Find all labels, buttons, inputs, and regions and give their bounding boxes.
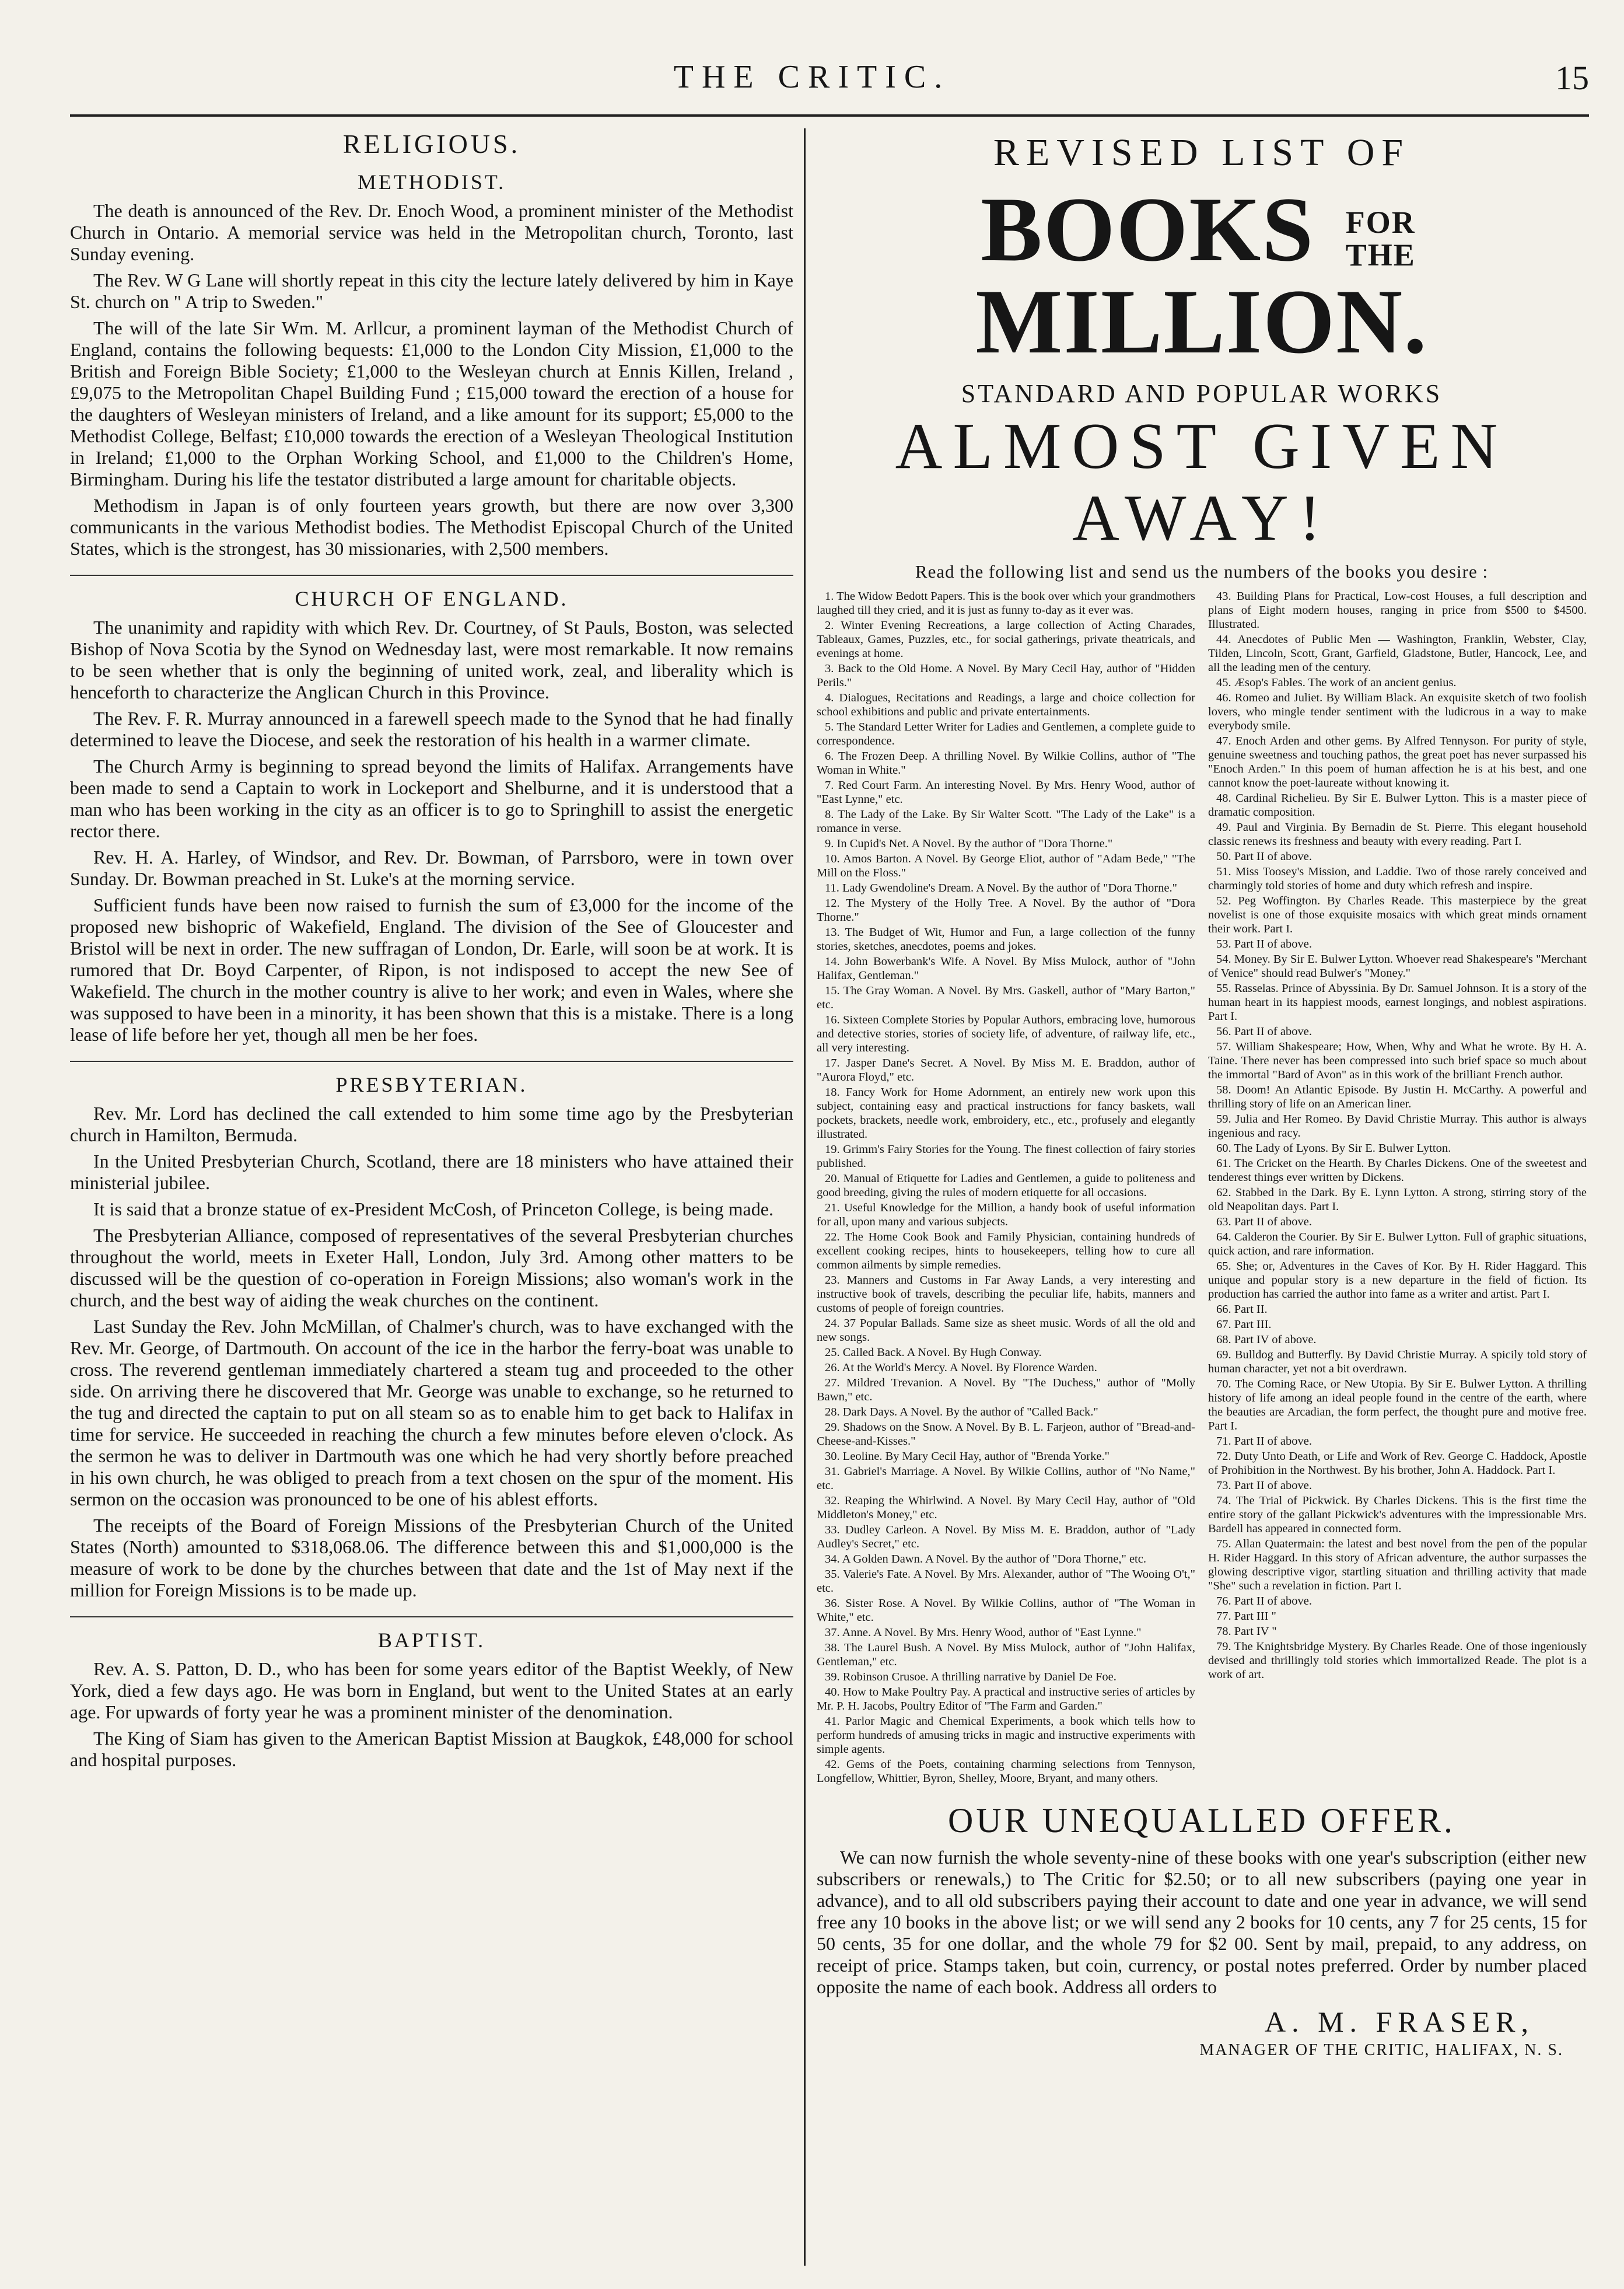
book-list-column-1: [817, 589, 1195, 1787]
book-entry: 5. The Standard Letter Writer for Ladies and Gentlemen, a complete guide to correspondence.: [817, 720, 1195, 747]
book-entry: 47. Enoch Arden and other gems. By Alfred Tennyson. For purity of style, genuine sweetness and touching pathos, the great poet has never surpassed his "Enoch Arden." In this poem of human affection he is at his best, and one cannot know the poet-laureate without knowing it.: [1208, 734, 1587, 789]
book-entry: 4. Dialogues, Recitations and Readings, a large and choice collection for school exhibitions and public and private entertainments.: [817, 691, 1195, 718]
book-entry: 27. Mildred Trevanion. A Novel. By "The Duchess," author of "Molly Bawn," etc.: [817, 1376, 1195, 1403]
book-entry: 34. A Golden Dawn. A Novel. By the author of "Dora Thorne," etc.: [825, 1552, 1146, 1565]
book-entry: 36. Sister Rose. A Novel. By Wilkie Collins, author of "The Woman in White," etc.: [817, 1596, 1195, 1624]
book-entry: 66. Part II.: [1216, 1302, 1268, 1316]
book-entry: 40. How to Make Poultry Pay. A practical and instructive series of articles by Mr. P. H. Jacobs, Poultry Editor of "The Farm and Garden.": [817, 1685, 1195, 1713]
article-paragraph: The will of the late Sir Wm. M. Arllcur, a prominent layman of the Methodist Church of England, contains the following bequests: £1,000 to the London City Mission, £1,000 to the British and Foreign Bible Society; £1,000 to the Wesleyan church at Ennis Killen, Ireland , £9,075 to the Metropolitan Chapel Building Fund ; £15,000 toward the erection of a house for the daughters of Wesleyan ministers of Ireland, and a like amount for its support; £5,000 to the Methodist College, Belfast; £10,000 towards the erection of a Wesleyan Theological Institution in Ireland; £1,000 to the Orphan Working School, and £1,000 to the Children's Home, Birmingham. During his life the testator distributed a large amount for charitable objects.: [70, 317, 793, 490]
book-entry: 9. In Cupid's Net. A Novel. By the author of "Dora Thorne.": [825, 837, 1113, 850]
book-entry: 68. Part IV of above.: [1216, 1333, 1317, 1346]
newspaper-title: THE CRITIC.: [673, 59, 951, 95]
book-entry: 43. Building Plans for Practical, Low-cost Houses, a full description and plans of Eight modern houses, ranging in price from $500 to $4500. Illustrated.: [1208, 589, 1587, 631]
book-entry: 23. Manners and Customs in Far Away Lands, a very interesting and instructive book of travels, describing the peculiar life, habits, manners and customs of people of foreign countries.: [817, 1273, 1195, 1315]
article-paragraph: Rev. H. A. Harley, of Windsor, and Rev. Dr. Bowman, of Parrsboro, were in town over Sunday. Dr. Bowman preached in St. Luke's at the morning service.: [70, 847, 793, 889]
article-paragraph: In the United Presbyterian Church, Scotland, there are 18 ministers who have attained their ministerial jubilee.: [70, 1151, 793, 1193]
article-paragraph: The Church Army is beginning to spread beyond the limits of Halifax. Arrangements have been made to send a Captain to work in Lockeport and Shelburne, and it is understood that a man who has been working in the city as an officer is to go to Springhill to assist the energetic rector there.: [70, 756, 793, 841]
book-list-column-2: [1208, 589, 1587, 1787]
book-entry: 38. The Laurel Bush. A Novel. By Miss Mulock, author of "John Halifax, Gentleman," etc.: [817, 1641, 1195, 1668]
book-entry: 24. 37 Popular Ballads. Same size as sheet music. Words of all the old and new songs.: [817, 1316, 1195, 1344]
book-entry: 41. Parlor Magic and Chemical Experiments, a book which tells how to perform hundreds of amusing tricks in magic and instructive experiments with simple agents.: [817, 1714, 1195, 1756]
instruction-line: Read the following list and send us the numbers of the books you desire :: [915, 561, 1489, 582]
book-entry: 14. John Bowerbank's Wife. A Novel. By Miss Mulock, author of "John Halifax, Gentleman.": [817, 955, 1195, 982]
section-title: METHODIST.: [357, 170, 506, 194]
book-entry: 59. Julia and Her Romeo. By David Christie Murray. This author is always ingenious and racy.: [1208, 1112, 1587, 1140]
religious-sections: [70, 170, 793, 1771]
book-entry: 35. Valerie's Fate. A Novel. By Mrs. Alexander, author of "The Wooing O't," etc.: [817, 1567, 1195, 1595]
book-entry: 74. The Trial of Pickwick. By Charles Dickens. This is the first time the entire story of the gallant Pickwick's adventures with the impressionable Mrs. Bardell has appeared in connected form.: [1208, 1494, 1587, 1535]
article-paragraph: It is said that a bronze statue of ex-President McCosh, of Princeton College, is being made.: [93, 1198, 774, 1219]
article-paragraph: Last Sunday the Rev. John McMillan, of Chalmer's church, was to have exchanged with the Rev. Mr. George, of Dartmouth. On account of the ice in the harbor the ferry-boat was unable to cross. The reverend gentleman immediately chartered a steam tug and proceeded to the other side. On arriving there he discovered that Mr. George was unable to exchange, so he returned to the tug and directed the captain to put on all steam so as to enable him to get back to Halifax in time for service. He succeeded in reaching the church a few minutes before eleven o'clock. As the sermon he was to deliver in Dartmouth was one which he had very shortly before preached in his own church, he was obliged to preach from a text chosen on the spur of the moment. His sermon on the occasion was pronounced to be one of his ablest efforts.: [70, 1316, 793, 1509]
book-entry: 33. Dudley Carleon. A Novel. By Miss M. E. Braddon, author of "Lady Audley's Secret," etc.: [817, 1523, 1195, 1550]
article-paragraph: The Rev. W G Lane will shortly repeat in this city the lecture lately delivered by him in Kaye St. church on " A trip to Sweden.": [70, 270, 793, 312]
standard-works-subheading: STANDARD AND POPULAR WORKS: [961, 379, 1443, 408]
book-entry: 64. Calderon the Courier. By Sir E. Bulwer Lytton. Full of graphic situations, quick action, and rare information.: [1208, 1230, 1587, 1257]
article-paragraph: Rev. Mr. Lord has declined the call extended to him some time ago by the Presbyterian church in Hamilton, Bermuda.: [70, 1103, 793, 1145]
book-entry: 8. The Lady of the Lake. By Sir Walter Scott. "The Lady of the Lake" is a romance in verse.: [817, 808, 1195, 835]
column-divider: [804, 128, 806, 2266]
book-entry: 73. Part II of above.: [1216, 1479, 1312, 1492]
book-entry: 19. Grimm's Fairy Stories for the Young. The finest collection of fairy stories published.: [817, 1142, 1195, 1170]
article-paragraph: Sufficient funds have been now raised to furnish the sum of £3,000 for the income of the proposed new bishopric of Wakefield, England. The division of the See of Gloucester and Bristol will be next in order. The new suffragan of London, Dr. Earle, will soon be at work. It is rumored that Dr. Boyd Carpenter, of Ripon, is not indisposed to accept the new See of Wakefield. The church in the mother country is alive to her work; and even in Wales, where she was supposed to have been in a minority, it has been shown that this is a mistake. There is a long lease of life before her yet, though all men be her foes.: [70, 894, 793, 1045]
book-entry: 12. The Mystery of the Holly Tree. A Novel. By the author of "Dora Thorne.": [817, 896, 1195, 924]
book-entry: 58. Doom! An Atlantic Episode. By Justin H. McCarthy. A powerful and thrilling story of life on an American liner.: [1208, 1083, 1587, 1110]
book-entry: 2. Winter Evening Recreations, a large collection of Acting Charades, Tableaux, Games, Puzzles, etc., for social gatherings, private theatricals, and evenings at home.: [817, 618, 1195, 660]
book-entry: 77. Part III ": [1216, 1609, 1276, 1623]
book-entry: 31. Gabriel's Marriage. A Novel. By Wilkie Collins, author of "No Name," etc.: [817, 1465, 1195, 1492]
book-entry: 61. The Cricket on the Hearth. By Charles Dickens. One of the sweetest and tenderest things ever written by Dickens.: [1208, 1156, 1587, 1184]
book-entry: 28. Dark Days. A Novel. By the author of "Called Back.": [825, 1405, 1098, 1418]
book-entry: 11. Lady Gwendoline's Dream. A Novel. By the author of "Dora Thorne.": [825, 881, 1177, 894]
book-entry: 75. Allan Quatermain: the latest and best novel from the pen of the popular H. Rider Haggard. In this story of African adventure, the author surpasses the glowing descriptive vigor, startling situation and thrilling activity that made "She" such a revelation in fiction. Part I.: [1208, 1537, 1587, 1592]
book-entry: 26. At the World's Mercy. A Novel. By Florence Warden.: [825, 1361, 1097, 1374]
section-rule: [70, 575, 793, 576]
book-entry: 21. Useful Knowledge for the Million, a handy book of useful information for all, upon many and various subjects.: [817, 1201, 1195, 1228]
book-entry: 20. Manual of Etiquette for Ladies and Gentlemen, a guide to politeness and good breeding, giving the rules of modern etiquette for all occasions.: [817, 1172, 1195, 1199]
book-entry: 65. She; or, Adventures in the Caves of Kor. By H. Rider Haggard. This unique and popular story is a new departure in the field of fiction. Its production has carried the author into fame as a writer and artist. Part I.: [1208, 1259, 1587, 1301]
article-paragraph: The Presbyterian Alliance, composed of representatives of the several Presbyterian churches throughout the world, meets in Exeter Hall, London, July 3rd. Among other matters to be discussed will be the question of co-operation in Foreign Missions; also woman's work in the church, and the best way of aiding the weak churches on the continent.: [70, 1225, 793, 1311]
book-list: [817, 589, 1587, 1787]
masthead: [0, 0, 1624, 128]
section-title: PRESBYTERIAN.: [335, 1073, 528, 1096]
article-paragraph: Rev. A. S. Patton, D. D., who has been for some years editor of the Baptist Weekly, of New York, died a few days ago. He was born in England, but went to the United States at an early age. For upwards of forty year he was a prominent minister of the denomination.: [70, 1658, 793, 1722]
masthead-rule: [70, 114, 1589, 117]
article-paragraph: The Rev. F. R. Murray announced in a farewell speech made to the Synod that he had finally determined to leave the Diocese, and seek the restoration of his health in a warmer climate.: [70, 708, 793, 750]
book-entry: 44. Anecdotes of Public Men — Washington, Franklin, Webster, Clay, Tilden, Lincoln, Scott, Grant, Garfield, Gladstone, Butler, Hancock, Lee, and all the leading men of the century.: [1208, 632, 1587, 674]
book-entry: 55. Rasselas. Prince of Abyssinia. By Dr. Samuel Johnson. It is a story of the human heart in its happiest moods, earnest longings, and noblest aspirations. Part I.: [1208, 981, 1587, 1023]
religious-heading: RELIGIOUS.: [342, 129, 521, 159]
book-entry: 78. Part IV ": [1216, 1624, 1277, 1638]
religious-column: [70, 128, 793, 2254]
article-paragraph: The receipts of the Board of Foreign Missions of the Presbyterian Church of the United States (North) amounted to $318,068.06. The difference between this and $1,000,000 is the measure of work to be done by the churches between that date and the 1st of May next if the million for Foreign Missions is to be made up.: [70, 1515, 793, 1600]
book-entry: 15. The Gray Woman. A Novel. By Mrs. Gaskell, author of "Mary Barton," etc.: [817, 984, 1195, 1011]
book-entry: 37. Anne. A Novel. By Mrs. Henry Wood, author of "East Lynne.": [825, 1626, 1142, 1639]
book-entry: 10. Amos Barton. A Novel. By George Eliot, author of "Adam Bede," "The Mill on the Floss.": [817, 852, 1195, 879]
million-word: MILLION.: [975, 270, 1428, 373]
section-title: CHURCH OF ENGLAND.: [295, 587, 569, 610]
book-entry: 71. Part II of above.: [1216, 1434, 1312, 1448]
books-for-million-heading: [817, 178, 1587, 373]
book-entry: 54. Money. By Sir E. Bulwer Lytton. Whoever read Shakespeare's "Merchant of Venice" should read Bulwer's "Money.": [1208, 952, 1587, 980]
book-entry: 17. Jasper Dane's Secret. A Novel. By Miss M. E. Braddon, author of "Aurora Floyd," etc.: [817, 1056, 1195, 1084]
section-rule: [70, 1061, 793, 1062]
book-entry: 16. Sixteen Complete Stories by Popular Authors, embracing love, humorous and detective stories, stories of society life, of adventure, of railway life, etc., all very interesting.: [817, 1013, 1195, 1054]
signature-title: MANAGER OF THE CRITIC, HALIFAX, N. S.: [1199, 2040, 1563, 2059]
torn-left-edge: [0, 128, 35, 2289]
book-entry: 32. Reaping the Whirlwind. A Novel. By Mary Cecil Hay, author of "Old Middleton's Money," etc.: [817, 1494, 1195, 1521]
given-away-heading: ALMOST GIVEN AWAY!: [895, 410, 1508, 554]
page-number: 15: [1555, 59, 1589, 97]
book-entry: 1. The Widow Bedott Papers. This is the book over which your grandmothers laughed till they cried, and it is just as funny to-day as it ever was.: [817, 589, 1195, 617]
book-entry: 29. Shadows on the Snow. A Novel. By B. L. Farjeon, author of "Bread-and-Cheese-and-Kisses.": [817, 1420, 1195, 1448]
book-entry: 6. The Frozen Deep. A thrilling Novel. By Wilkie Collins, author of "The Woman in White.": [817, 749, 1195, 777]
book-entry: 69. Bulldog and Butterfly. By David Christie Murray. A spicily told story of human character, yet not a bit overdrawn.: [1208, 1348, 1587, 1375]
revised-list-heading: REVISED LIST OF: [993, 131, 1410, 174]
book-entry: 51. Miss Toosey's Mission, and Laddie. Two of those rarely conceived and charmingly told stories of home and duty which refresh and inspire.: [1208, 865, 1587, 892]
book-entry: 79. The Knightsbridge Mystery. By Charles Reade. One of those ingeniously devised and thrillingly told stories which immortalized Reade. The plot is a work of art.: [1208, 1640, 1587, 1681]
signature-name: A. M. FRASER,: [1264, 2005, 1534, 2038]
book-entry: 49. Paul and Virginia. By Bernadin de St. Pierre. This elegant household classic renews its freshness and beauty with every reading. Part I.: [1208, 820, 1587, 848]
book-entry: 13. The Budget of Wit, Humor and Fun, a large collection of the funny stories, sketches, anecdotes, poems and jokes.: [817, 925, 1195, 953]
book-entry: 18. Fancy Work for Home Adornment, an entirely new work upon this subject, containing easy and practical instructions for fancy baskets, wall pockets, brackets, needle work, embroidery, etc., etc., profusely and elegantly illustrated.: [817, 1085, 1195, 1141]
book-entry: 63. Part II of above.: [1216, 1215, 1312, 1228]
offer-text: We can now furnish the whole seventy-nine of these books with one year's subscription (either new subscribers or renewals,) to The Critic for $2.50; or to all new subscribers (paying one year in advance), and to all old subscribers paying their account to date and one year in advance, we will send free any 10 books in the above list; or we will send any 2 books for 10 cents, any 7 for 25 cents, 15 for 50 cents, 35 for one dollar, and the whole 79 for $2 00. Sent by mail, prepaid, to any address, on receipt of price. Stamps taken, but coin, currency, or postal notes preferred. Order by number placed opposite the name of each book. Address all orders to: [817, 1846, 1587, 1997]
book-entry: 3. Back to the Old Home. A Novel. By Mary Cecil Hay, author of "Hidden Perils.": [817, 662, 1195, 689]
article-paragraph: The King of Siam has given to the American Baptist Mission at Baugkok, £48,000 for school and hospital purposes.: [70, 1728, 793, 1770]
article-paragraph: The unanimity and rapidity with which Rev. Dr. Courtney, of St Pauls, Boston, was selected Bishop of Nova Scotia by the Synod on Wednesday last, were most remarkable. It now remains to be seen whether that is only the beginning of united work, zeal, and liberality which is henceforth to characterize the Anglican Church in this Province.: [70, 617, 793, 703]
section-title: BAPTIST.: [377, 1628, 486, 1652]
article-paragraph: The death is announced of the Rev. Dr. Enoch Wood, a prominent minister of the Methodist Church in Ontario. A memorial service was held in the Metropolitan church, Toronto, last Sunday evening.: [70, 200, 793, 264]
book-entry: 7. Red Court Farm. An interesting Novel. By Mrs. Henry Wood, author of "East Lynne," etc.: [817, 778, 1195, 806]
for-the-stack: FOR THE: [1345, 205, 1416, 273]
book-entry: 57. William Shakespeare; How, When, Why and What he wrote. By H. A. Taine. There never has been compressed into such brief space so much about the immortal "Bard of Avon" as in this work of the brilliant French author.: [1208, 1040, 1587, 1081]
book-entry: 25. Called Back. A Novel. By Hugh Conway.: [825, 1346, 1042, 1359]
book-entry: 45. Æsop's Fables. The work of an ancient genius.: [1216, 676, 1457, 689]
offer-heading: OUR UNEQUALLED OFFER.: [948, 1801, 1455, 1840]
book-entry: 22. The Home Cook Book and Family Physician, containing hundreds of excellent cooking recipes, hints to housekeepers, telling how to cure all common ailments by simple remedies.: [817, 1230, 1195, 1271]
book-entry: 72. Duty Unto Death, or Life and Work of Rev. George C. Haddock, Apostle of Prohibition in the Northwest. By his brother, John A. Haddock. Part I.: [1208, 1449, 1587, 1477]
book-entry: 67. Part III.: [1216, 1318, 1272, 1331]
book-entry: 39. Robinson Crusoe. A thrilling narrative by Daniel De Foe.: [825, 1670, 1116, 1683]
book-entry: 60. The Lady of Lyons. By Sir E. Bulwer Lytton.: [1216, 1141, 1451, 1155]
book-entry: 56. Part II of above.: [1216, 1025, 1312, 1038]
book-entry: 52. Peg Woffington. By Charles Reade. This masterpiece by the great novelist is one of those exquisite mosaics with which great minds ornament their work. Part I.: [1208, 894, 1587, 935]
book-entry: 48. Cardinal Richelieu. By Sir E. Bulwer Lytton. This is a master piece of dramatic composition.: [1208, 791, 1587, 819]
article-paragraph: Methodism in Japan is of only fourteen years growth, but there are now over 3,300 communicants in the various Methodist bodies. The Methodist Episcopal Church of the United States, which is the strongest, has 30 missionaries, with 2,500 members.: [70, 495, 793, 559]
section-rule: [70, 1616, 793, 1617]
book-entry: 50. Part II of above.: [1216, 850, 1312, 863]
book-entry: 76. Part II of above.: [1216, 1594, 1312, 1607]
book-entry: 53. Part II of above.: [1216, 937, 1312, 950]
book-entry: 46. Romeo and Juliet. By William Black. An exquisite sketch of two foolish lovers, who mingle tender sentiment with the ludicrous in a way to make everybody smile.: [1208, 691, 1587, 732]
book-entry: 70. The Coming Race, or New Utopia. By Sir E. Bulwer Lytton. A thrilling history of life among an ideal people found in the centre of the earth, where the beauties are Arcadian, the form perfect, the thought pure and motive free. Part I.: [1208, 1377, 1587, 1432]
book-entry: 30. Leoline. By Mary Cecil Hay, author of "Brenda Yorke.": [825, 1449, 1110, 1463]
book-entry: 62. Stabbed in the Dark. By E. Lynn Lytton. A strong, stirring story of the old Neapolitan days. Part I.: [1208, 1186, 1587, 1213]
book-entry: 42. Gems of the Poets, containing charming selections from Tennyson, Longfellow, Whittier, Byron, Shelley, Moore, Bryant, and many others.: [817, 1757, 1195, 1785]
books-word: BOOKS: [981, 178, 1315, 281]
books-advertisement: [817, 128, 1587, 2254]
